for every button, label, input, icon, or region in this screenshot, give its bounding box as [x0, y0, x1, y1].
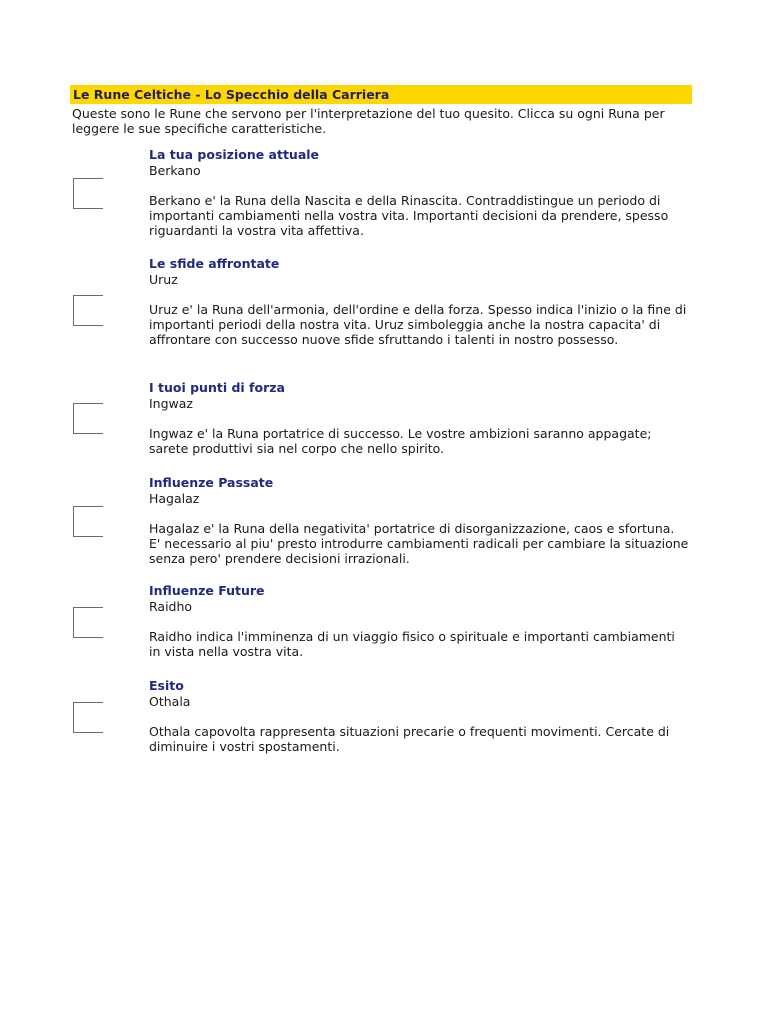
rune-description: Uruz e' la Runa dell'armonia, dell'ordine e della forza. Spesso indica l'inizio o la fine di importanti periodi della nostra vita. Uruz simboleggia anche la nostra capacita' di affrontare con successo nuove sfide sfruttando i talenti in nostro possesso.	[149, 302, 687, 347]
rune-name: Berkano	[149, 163, 201, 178]
rune-heading: Le sfide affrontate	[149, 256, 280, 271]
rune-image-5[interactable]	[73, 607, 103, 638]
rune-heading: Influenze Passate	[149, 475, 274, 490]
rune-description: Hagalaz e' la Runa della negativita' portatrice di disorganizzazione, caos e sfortuna. E' necessario al piu' presto introdurre cambiamenti radicali per cambiare la situazione senza pero' prendere decisioni irrazionali.	[149, 521, 689, 566]
rune-text-4	[149, 475, 689, 566]
rune-text-6	[149, 678, 689, 754]
rune-image-6[interactable]	[73, 702, 103, 733]
rune-description: Ingwaz e' la Runa portatrice di successo. Le vostre ambizioni saranno appagate; sarete produttivi sia nel corpo che nello spirito.	[149, 426, 652, 456]
intro-text: Queste sono le Rune che servono per l'interpretazione del tuo quesito. Clicca su ogni Runa per leggere le sue specifiche caratteristiche.	[72, 106, 665, 136]
rune-image-1[interactable]	[73, 178, 103, 209]
rune-text-5	[149, 583, 689, 659]
rune-heading: Esito	[149, 678, 184, 693]
rune-description: Berkano e' la Runa della Nascita e della Rinascita. Contraddistingue un periodo di importanti cambiamenti nella vostra vita. Importanti decisioni da prendere, spesso riguardanti la vostra vita affettiva.	[149, 193, 669, 238]
document-page	[70, 85, 692, 136]
rune-name: Raidho	[149, 599, 193, 614]
rune-image-3[interactable]	[73, 403, 103, 434]
rune-image-4[interactable]	[73, 506, 103, 537]
rune-name: Othala	[149, 694, 191, 709]
rune-description: Raidho indica l'imminenza di un viaggio fisico o spirituale e importanti cambiamenti in vista nella vostra vita.	[149, 629, 675, 659]
rune-text-3	[149, 380, 689, 456]
rune-image-2[interactable]	[73, 295, 103, 326]
page-title: Le Rune Celtiche - Lo Specchio della Carriera	[70, 85, 692, 104]
rune-text-2	[149, 256, 689, 347]
rune-description: Othala capovolta rappresenta situazioni precarie o frequenti movimenti. Cercate di diminuire i vostri spostamenti.	[149, 724, 670, 754]
rune-heading: La tua posizione attuale	[149, 147, 320, 162]
rune-heading: I tuoi punti di forza	[149, 380, 285, 395]
rune-name: Uruz	[149, 272, 178, 287]
rune-text-1	[149, 147, 689, 238]
rune-heading: Influenze Future	[149, 583, 265, 598]
rune-name: Hagalaz	[149, 491, 200, 506]
rune-name: Ingwaz	[149, 396, 193, 411]
